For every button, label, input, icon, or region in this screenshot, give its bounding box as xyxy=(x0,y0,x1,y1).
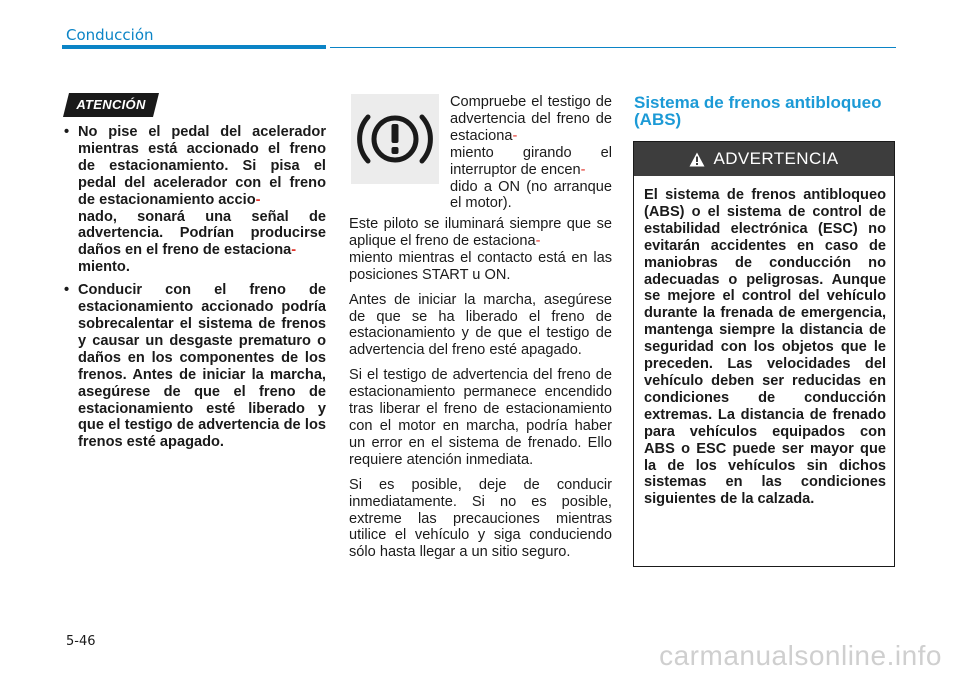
warning-header-label: ADVERTENCIA xyxy=(713,149,839,168)
caution-item xyxy=(64,282,326,451)
brake-warning-icon xyxy=(351,94,439,184)
paragraph: Si es posible, deje de conducir inmediatamente. Si no es posible, extreme las precauciones mientras utilice el vehículo y siga conduciendo sólo hasta llegar a un sitio seguro. xyxy=(349,476,612,561)
line-break-hyphen: - xyxy=(512,127,518,144)
intro-text: Compruebe el testigo de advertencia del freno de estaciona- miento girando el interruptor de encen- dido a ON (no arranque el motor). xyxy=(450,94,612,212)
line-break-hyphen: - xyxy=(291,242,297,259)
warning-box xyxy=(633,141,895,567)
paragraph: Este piloto se iluminará siempre que se aplique el freno de estaciona- miento mientras el contacto está en las posiciones START u ON. xyxy=(349,216,612,283)
watermark: carmanualsonline.info xyxy=(659,640,942,671)
warning-triangle-icon xyxy=(689,152,705,167)
paragraph: Antes de iniciar la marcha, asegúrese de que se ha liberado el freno de estacionamiento y de que el testigo de advertencia del freno esté apagado. xyxy=(349,291,612,359)
page-number: 5-46 xyxy=(66,634,96,649)
caution-item xyxy=(64,124,326,276)
abs-section-title: Sistema de frenos antibloqueo (ABS) xyxy=(634,93,882,129)
paragraph: Si el testigo de advertencia del freno de estacionamiento permanece encendido tras liberar el freno de estacionamiento con el motor en marcha, podría haber un error en el sistema de frenado. Ello requiere atención inmediata. xyxy=(349,367,612,468)
section-title: Conducción xyxy=(66,26,154,44)
caution-list xyxy=(64,124,326,457)
caution-item-text: Conducir con el freno de estacionamiento accionado podría sobrecalentar el sistema de frenos y causar un desgaste prematuro o daños en los componentes de los frenos. Antes de iniciar la marcha, asegúrese de que el freno de estacionamiento esté liberado y que el testigo de advertencia de los frenos esté apagado. xyxy=(78,282,326,451)
caution-item-text: No pise el pedal del acelerador mientras está accionado el freno de estacionamiento. Si pisa el pedal del acelerador con el freno de estacionamiento accio- nado, sonará una señal de advertencia. Podrían producirse daños en el freno de estaciona- miento. xyxy=(78,124,326,276)
warning-header xyxy=(634,142,894,176)
line-break-hyphen: - xyxy=(535,232,541,249)
line-break-hyphen: - xyxy=(255,191,261,208)
header-rule-thick xyxy=(62,45,326,49)
atencion-badge-label: ATENCIÓN xyxy=(76,97,146,112)
header-rule-thin xyxy=(330,47,896,48)
line-break-hyphen: - xyxy=(580,161,586,178)
brake-info-text xyxy=(349,216,612,569)
warning-body: El sistema de frenos antibloqueo (ABS) o el sistema de control de estabilidad electrónica (ESC) no evitarán accidentes en caso de maniobras de conducción no adecuadas o peligrosas. Aunque se mejore el control del vehículo durante la frenada de emergencia, mantenga siempre la distancia de seguridad con los objetos que le preceden. Las velocidades del vehículo deben ser reducidas en condiciones de conducción extremas. La distancia de frenado para vehículos equipados con ABS o ESC puede ser mayor que la de los vehículos sin dichos sistemas en las condiciones siguientes de la calzada. xyxy=(644,187,886,508)
